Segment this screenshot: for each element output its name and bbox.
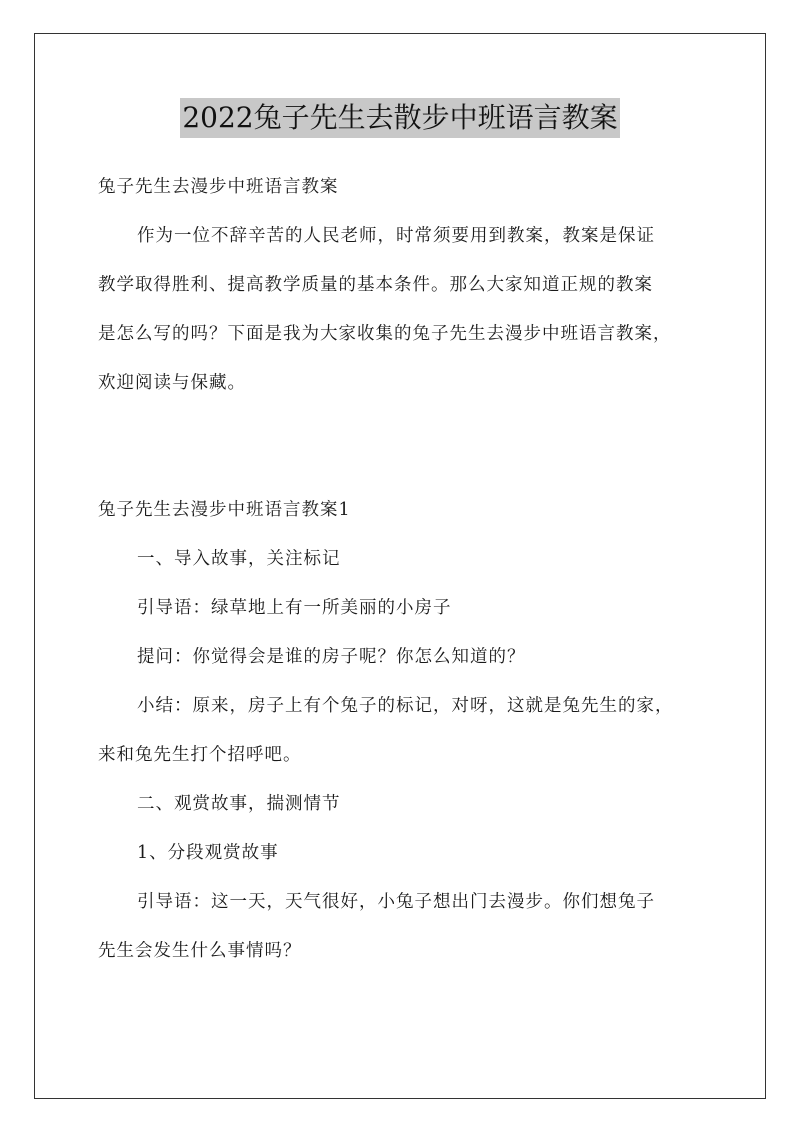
section-heading: 兔子先生去漫步中班语言教案1 — [98, 500, 351, 520]
intro-line: 欢迎阅读与保藏。 — [98, 373, 246, 393]
paragraph-line: 引导语：绿草地上有一所美丽的小房子 — [137, 598, 452, 618]
blank-spacer — [98, 416, 708, 494]
document-title: 2022兔子先生去散步中班语言教案 — [180, 98, 619, 138]
document-body — [98, 171, 708, 984]
paragraph-line: 引导语：这一天，天气很好，小兔子想出门去漫步。你们想兔子 — [137, 892, 655, 912]
paragraph-line: 1、分段观赏故事 — [137, 843, 279, 863]
paragraph-line: 先生会发生什么事情吗？ — [98, 941, 302, 961]
intro-line: 教学取得胜利、提高教学质量的基本条件。那么大家知道正规的教案 — [98, 275, 653, 295]
intro-line: 作为一位不辞辛苦的人民老师，时常须要用到教案，教案是保证 — [137, 226, 655, 246]
paragraph-line: 来和兔先生打个招呼吧。 — [98, 745, 302, 765]
section-body — [98, 543, 708, 984]
intro-line: 是怎么写的吗？下面是我为大家收集的兔子先生去漫步中班语言教案， — [98, 324, 672, 344]
paragraph-line: 一、导入故事，关注标记 — [137, 549, 341, 569]
paragraph-line: 小结：原来，房子上有个兔子的标记，对呀，这就是兔先生的家， — [137, 696, 674, 716]
paragraph-line: 提问：你觉得会是谁的房子呢？你怎么知道的？ — [137, 647, 526, 667]
document-subtitle: 兔子先生去漫步中班语言教案 — [98, 177, 339, 197]
paragraph-line: 二、观赏故事，揣测情节 — [137, 794, 341, 814]
title-container — [0, 98, 800, 138]
